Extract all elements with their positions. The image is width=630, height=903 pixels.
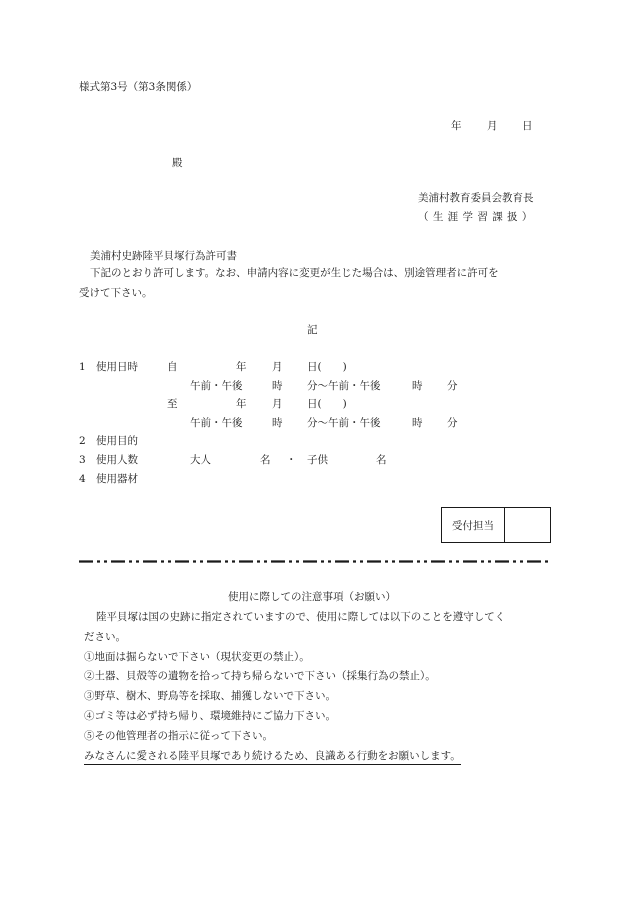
to-month-label: 月 [272,398,283,410]
from-month-label: 月 [272,361,283,373]
date-day-label: 日 [522,120,533,132]
notes-intro-line2: ださい。 [84,631,126,643]
issuer-title: 美浦村教育委員会教育長 [418,192,534,204]
to-end-minute-label: 分 [447,417,458,429]
date-month-label: 月 [487,120,498,132]
permission-text-line2: 受けて下さい。 [79,287,153,299]
item2-label: 使用目的 [96,435,138,447]
notes-intro-line1: 陸平貝塚は国の史跡に指定されていますので、使用に際しては以下のことを遵守してく [96,611,506,623]
closing-message: みなさんに愛される陸平貝塚であり続けるため、良識ある行動をお願いします。 [84,751,461,765]
to-year-label: 年 [236,398,247,410]
rule-4: ④ゴミ等は必ず持ち帰り、環境維持にご協力下さい。 [84,710,336,722]
item4-number: 4 [79,473,86,485]
item4-label: 使用器材 [96,473,138,485]
receipt-stamp-area [505,508,550,542]
addressee-suffix: 殿 [172,157,183,169]
to-minute-range-label: 分～午前・午後 [307,417,381,429]
item1-label: 使用日時 [96,361,138,373]
adult-label: 大人 [190,454,211,466]
document-title: 美浦村史跡陸平貝塚行為許可書 [90,250,237,262]
issuer-department: （ 生 涯 学 習 課 扱 ） [418,211,533,223]
date-year-label: 年 [451,120,462,132]
from-ampm-label: 午前・午後 [190,380,243,392]
receipt-box [441,507,551,543]
notes-title: 使用に際しての注意事項（お願い） [228,591,396,603]
to-day-label: 日( ) [307,398,347,410]
schedule-to-label: 至 [167,398,178,410]
from-end-hour-label: 時 [412,380,423,392]
item2-number: 2 [79,435,86,447]
to-ampm-label: 午前・午後 [190,417,243,429]
people-separator: ・ [286,454,297,466]
to-end-hour-label: 時 [412,417,423,429]
from-day-label: 日( ) [307,361,347,373]
item1-number: 1 [79,361,86,373]
form-number: 様式第3号（第3条関係） [79,81,198,93]
rule-1: ①地面は掘らないで下さい（現状変更の禁止）。 [84,651,310,663]
permission-text-line1: 下記のとおり許可します。なお、申請内容に変更が生じた場合は、別途管理者に許可を [90,267,499,279]
from-end-minute-label: 分 [447,380,458,392]
from-hour-label: 時 [272,380,283,392]
from-year-label: 年 [236,361,247,373]
adult-unit-label: 名 [260,454,271,466]
child-unit-label: 名 [376,454,387,466]
cut-line-divider [79,560,551,563]
from-minute-range-label: 分～午前・午後 [307,380,381,392]
rule-5: ⑤その他管理者の指示に従って下さい。 [84,730,273,742]
to-hour-label: 時 [272,417,283,429]
receipt-label: 受付担当 [442,508,505,542]
schedule-from-label: 自 [167,361,178,373]
rule-3: ③野草、樹木、野鳥等を採取、捕獲しないで下さい。 [84,690,336,702]
child-label: 子供 [307,454,328,466]
ki-heading: 記 [307,324,318,336]
item3-label: 使用人数 [96,454,138,466]
rule-2: ②土器、貝殻等の遺物を拾って持ち帰らないで下さい（採集行為の禁止）。 [84,670,436,682]
item3-number: 3 [79,454,86,466]
